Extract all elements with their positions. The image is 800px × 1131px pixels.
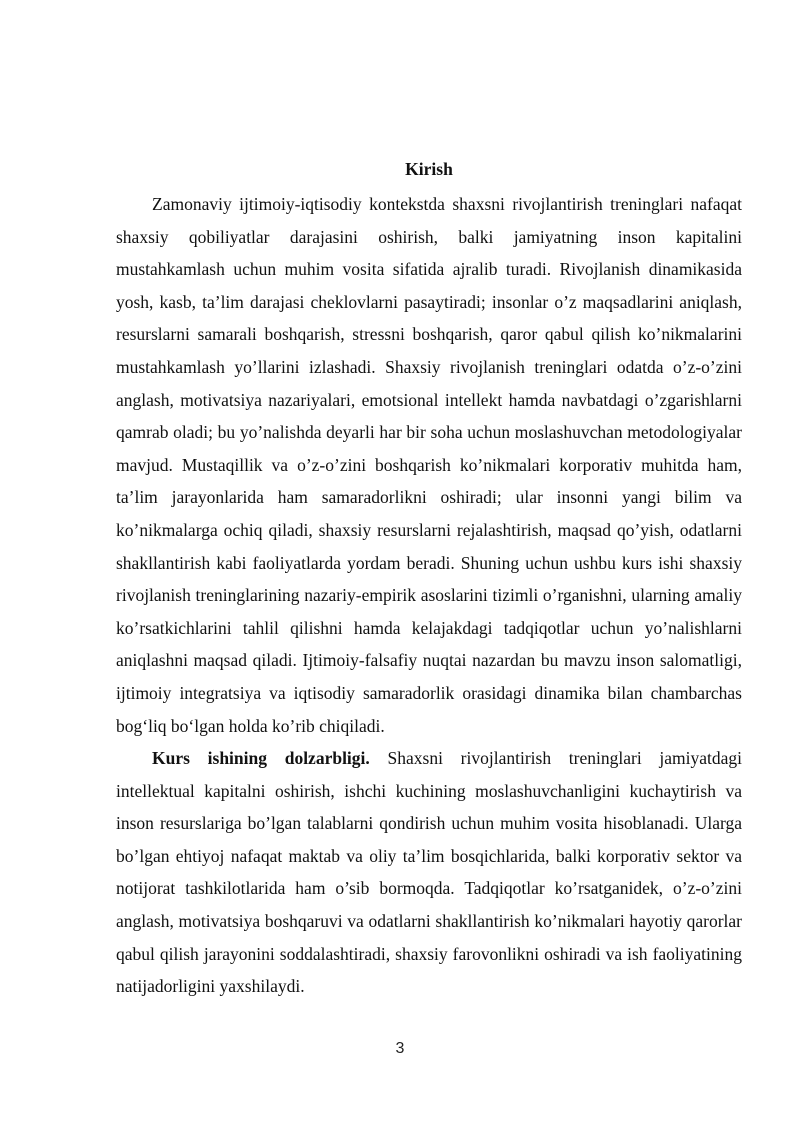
relevance-paragraph: [116, 742, 742, 1003]
section-heading: Kirish: [405, 159, 453, 179]
relevance-text: Shaxsni rivojlantirish treninglari jamiyatdagi intellektual kapitalni oshirish, ishchi kuchining moslashuvchanligini kuchaytirish va inson resurslariga bo’lgan talablarni qondirish uchun muhim vosita hisoblanadi. Ularga bo’lgan ehtiyoj nafaqat maktab va oliy ta’lim bosqichlarida, balki korporativ sektor va notijorat tashkilotlarida ham o’sib bormoqda. Tadqiqotlar ko’rsatganidek, o’z-o’zini anglash, motivatsiya boshqaruvi va odatlarni shakllantirish ko’nikmalari hayotiy qarorlar qabul qilish jarayonini soddalashtiradi, shaxsiy farovonlikni oshiradi va ish faoliyatining natijadorligini yaxshilaydi.: [116, 748, 743, 997]
page-body: [116, 156, 742, 1003]
intro-paragraph: Zamonaviy ijtimoiy-iqtisodiy kontekstda shaxsni rivojlantirish treninglari nafaqat shaxsiy qobiliyatlar darajasini oshirish, balki jamiyatning inson kapitalini mustahkamlash uchun muhim vosita sifatida ajralib turadi. Rivojlanish dinamikasida yosh, kasb, ta’lim darajasi cheklovlarni pasaytiradi; insonlar o’z maqsadlarini aniqlash, resurslarni samarali boshqarish, stressni boshqarish, qaror qabul qilish ko’nikmalarini mustahkamlash yo’llarini izlashadi. Shaxsiy rivojlanish treninglari odatda o’z-o’zini anglash, motivatsiya nazariyalari, emotsional intellekt hamda navbatdagi o’zgarishlarni qamrab oladi; bu yo’nalishda deyarli har bir soha uchun moslashuvchan metodologiyalar mavjud. Mustaqillik va o’z-o’zini boshqarish ko’nikmalari korporativ muhitda ham, ta’lim jarayonlarida ham samaradorlikni oshiradi; ular insonni yangi bilim va ko’nikmalarga ochiq qiladi, shaxsiy resurslarni rejalashtirish, maqsad qo’yish, odatlarni shakllantirish kabi faoliyatlarda yordam beradi. Shuning uchun ushbu kurs ishi shaxsiy rivojlanish treninglarining nazariy-empirik asoslarini tizimli o’rganishni, ularning amaliy ko’rsatkichlarini tahlil qilishni hamda kelajakdagi tadqiqotlar uchun yo’nalishlarni aniqlashni maqsad qiladi. Ijtimoiy-falsafiy nuqtai nazardan bu mavzu inson salomatligi, ijtimoiy integratsiya va iqtisodiy samaradorlik orasidagi dinamika bilan chambarchas bog‘liq bo‘lgan holda ko’rib chiqiladi.: [116, 194, 742, 736]
relevance-lead: Kurs ishining dolzarbligi.: [152, 748, 370, 769]
page-number: 3: [395, 1040, 405, 1057]
